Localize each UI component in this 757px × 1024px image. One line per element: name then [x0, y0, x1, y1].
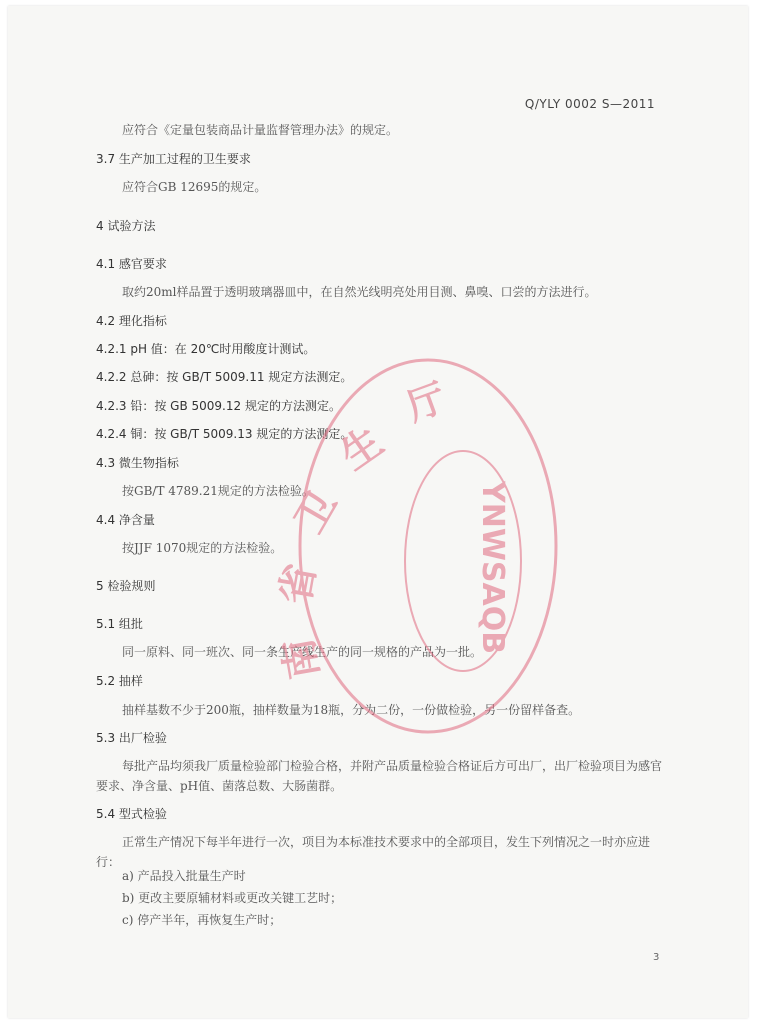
- svg-text:YNWSAQB: YNWSAQB: [475, 481, 510, 655]
- svg-text:卫: 卫: [286, 483, 347, 541]
- svg-text:南: 南: [275, 634, 328, 683]
- h-5-2: 5.2 抽样: [96, 674, 143, 688]
- h-5-1: 5.1 组批: [96, 617, 143, 631]
- p-3-7: 应符合GB 12695的规定。: [122, 180, 267, 194]
- document-page: [8, 6, 748, 1018]
- p-4-3: 按GB/T 4789.21规定的方法检验。: [122, 484, 314, 498]
- p-4-1: 取约20ml样品置于透明玻璃器皿中，在自然光线明亮处用目测、鼻嗅、口尝的方法进行。: [122, 285, 597, 299]
- h-4-2-2: 4.2.2 总砷：按 GB/T 5009.11 规定方法测定。: [96, 370, 353, 384]
- h-4-2-3: 4.2.3 铅：按 GB 5009.12 规定的方法测定。: [96, 399, 341, 413]
- p-quantity-rule: 应符合《定量包装商品计量监督管理办法》的规定。: [122, 123, 399, 137]
- doc-code-header: Q/YLY 0002 S—2011: [524, 97, 655, 111]
- h-5-4: 5.4 型式检验: [96, 807, 167, 821]
- page-number: 3: [653, 952, 660, 963]
- p-5-1: 同一原料、同一班次、同一条生产线生产的同一规格的产品为一批。: [122, 645, 483, 659]
- li-b: b) 更改主要原辅材料或更改关键工艺时；: [122, 891, 343, 905]
- li-a: a) 产品投入批量生产时: [122, 869, 246, 883]
- h-4-1: 4.1 感官要求: [96, 257, 167, 271]
- h-4: 4 试验方法: [96, 219, 156, 233]
- h-4-3: 4.3 微生物指标: [96, 456, 179, 470]
- svg-text:厅: 厅: [401, 375, 452, 430]
- p-4-4: 按JJF 1070规定的方法检验。: [122, 541, 283, 555]
- h-4-4: 4.4 净含量: [96, 513, 155, 527]
- svg-text:省: 省: [272, 560, 325, 608]
- p-5-3: 每批产品均须我厂质量检验部门检验合格，并附产品质量检验合格证后方可出厂，出厂检验项目为感官要求、净含量、pH值、菌落总数、大肠菌群。: [96, 759, 663, 793]
- p-5-2: 抽样基数不少于200瓶，抽样数量为18瓶，分为二份，一份做检验，另一份留样备查。: [122, 703, 581, 717]
- h-4-2-4: 4.2.4 铜：按 GB/T 5009.13 规定的方法测定。: [96, 427, 353, 441]
- h-4-2: 4.2 理化指标: [96, 314, 167, 328]
- h-5-3: 5.3 出厂检验: [96, 731, 167, 745]
- p-5-4: 正常生产情况下每半年进行一次，项目为本标准技术要求中的全部项目，发生下列情况之一时亦应进行：: [96, 835, 651, 869]
- svg-text:生: 生: [332, 418, 392, 480]
- h-4-2-1: 4.2.1 pH 值：在 20℃时用酸度计测试。: [96, 342, 316, 356]
- h-3-7: 3.7 生产加工过程的卫生要求: [96, 152, 251, 166]
- h-5: 5 检验规则: [96, 579, 156, 593]
- li-c: c) 停产半年，再恢复生产时；: [122, 913, 282, 927]
